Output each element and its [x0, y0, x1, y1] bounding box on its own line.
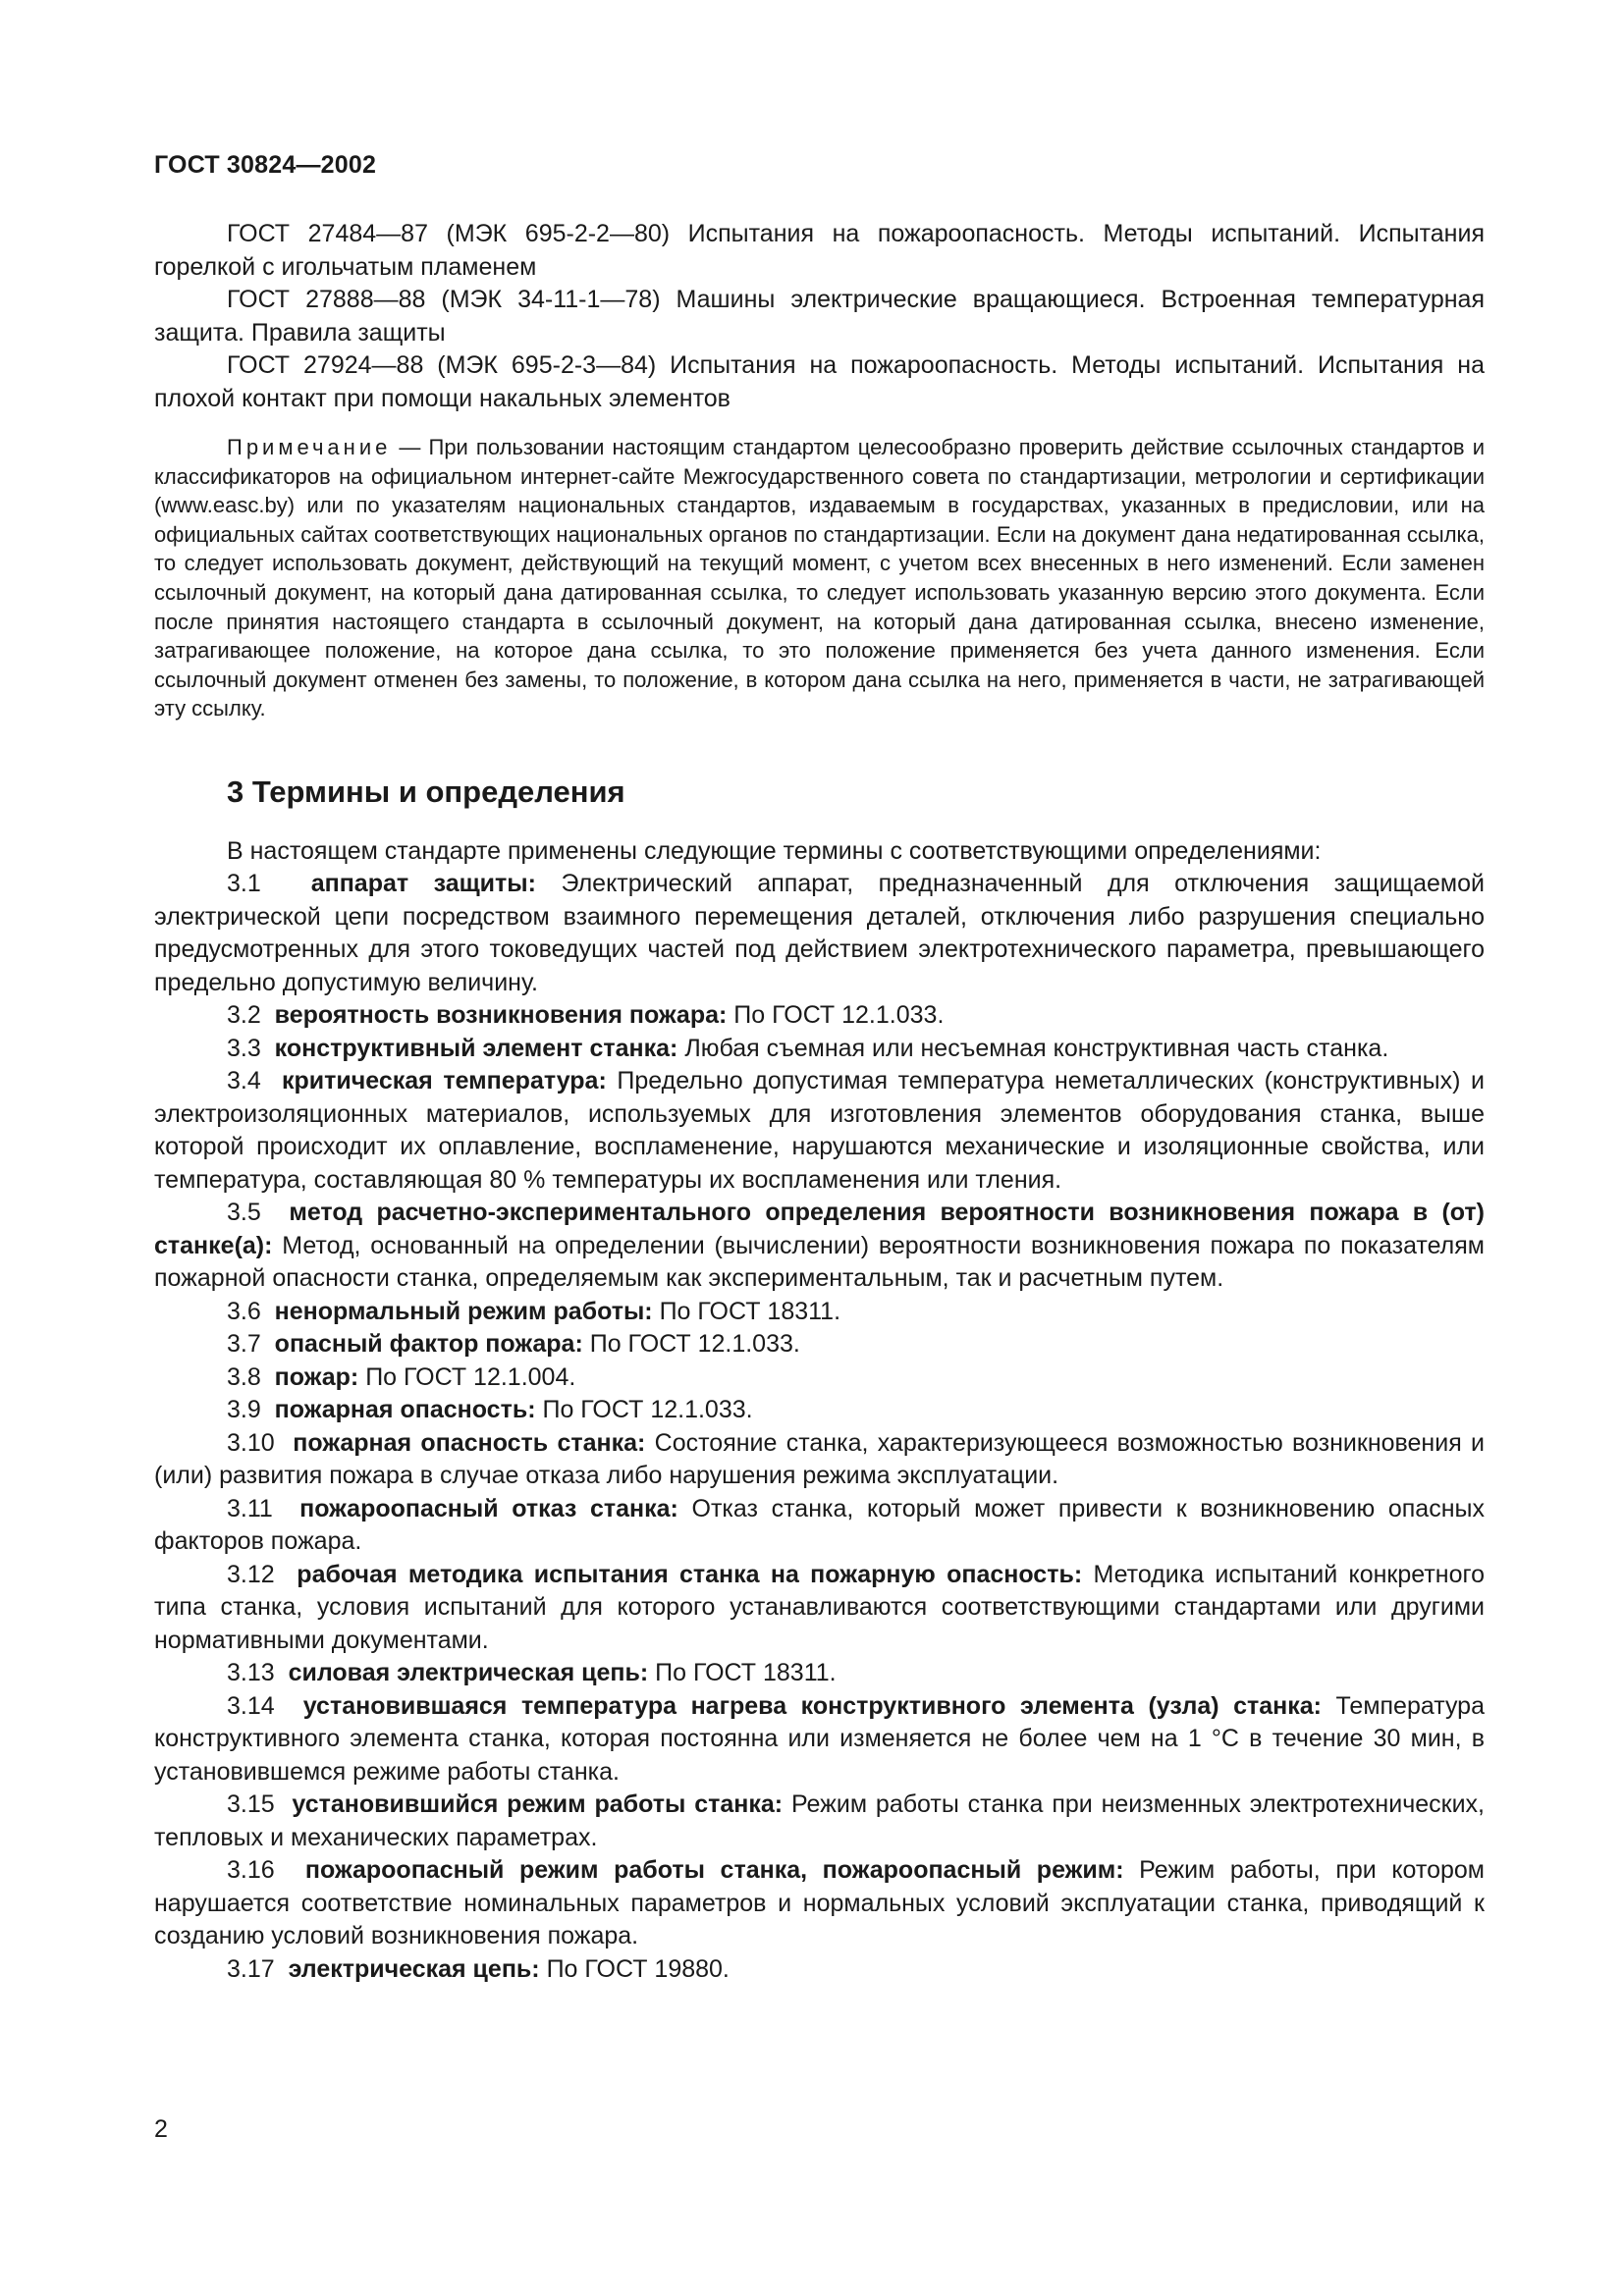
term-number: 3.1 — [227, 870, 261, 898]
term-name: установившаяся температура нагрева конструктивного элемента (узла) станка: — [302, 1691, 1323, 1720]
term-definition — [154, 1657, 1485, 1690]
section-intro: В настоящем стандарте применены следующие термины с соответствующими определениями: — [227, 836, 1322, 865]
term-text: Электрический аппарат, предназначенный для отключения защищаемой электрической цепи посредством взаимного перемещения деталей, отключения либо разрушения специально предусмотренных для этого токоведущих частей под действием электротехнического параметра, превышающего предельно допустимую величину. — [154, 870, 1485, 996]
term-number: 3.10 — [227, 1428, 275, 1457]
term-definition — [154, 1033, 1485, 1066]
term-text: По ГОСТ 12.1.033. — [582, 1330, 800, 1359]
term-number: 3.12 — [227, 1560, 275, 1588]
term-definition — [154, 1854, 1485, 1953]
term-name: метод расчетно-экспериментального определения вероятности возникновения пожара в (от) станке(а): — [154, 1199, 1485, 1259]
note-paragraph — [154, 433, 1485, 723]
term-name: ненормальный режим работы: — [274, 1297, 653, 1325]
term-name: установившийся режим работы станка: — [292, 1790, 784, 1819]
term-name: пожарная опасность: — [274, 1396, 536, 1424]
term-text: Состояние станка, характеризующееся возможностью возникновения и (или) развития пожара в случае отказа либо нарушения режима эксплуатации. — [154, 1428, 1486, 1490]
term-definition — [154, 1394, 1485, 1427]
term-text: Метод, основанный на определении (вычислении) вероятности возникновения пожара по показателям пожарной опасности станка, определяемым как экспериментальным, так и расчетным путем. — [154, 1231, 1485, 1293]
term-number: 3.13 — [227, 1659, 275, 1687]
term-name: пожароопасный режим работы станка, пожароопасный режим: — [304, 1856, 1124, 1885]
term-number: 3.7 — [227, 1330, 261, 1359]
term-text: По ГОСТ 12.1.004. — [358, 1362, 576, 1391]
term-name: конструктивный элемент станка: — [274, 1034, 678, 1062]
term-definition — [154, 1065, 1485, 1197]
term-name: рабочая методика испытания станка на пожарную опасность: — [297, 1560, 1083, 1588]
term-name: пожарная опасность станка: — [293, 1428, 646, 1457]
term-name: электрическая цепь: — [288, 1954, 540, 1983]
term-text: Режим работы, при котором нарушается соответствие номинальных параметров и нормальных условий эксплуатации станка, приводящий к созданию условий возникновения пожара. — [154, 1856, 1485, 1950]
term-text: Предельно допустимая температура неметаллических (конструктивных) и электроизоляционных материалов, используемых для изготовления элементов оборудования станка, выше которой происходит их оплавление, воспламенение, нарушаются механические и изоляционные свойства, или температура, составляющая 80 % температуры их воспламенения или тления. — [154, 1067, 1485, 1194]
note-label: Примечание — [227, 435, 392, 459]
term-number: 3.14 — [227, 1691, 275, 1720]
term-text: По ГОСТ 19880. — [539, 1954, 730, 1983]
term-definition — [154, 1296, 1485, 1329]
term-definition — [154, 1328, 1485, 1362]
term-text: Любая съемная или несъемная конструктивная часть станка. — [677, 1034, 1389, 1062]
term-number: 3.5 — [227, 1199, 261, 1227]
term-number: 3.11 — [227, 1494, 273, 1522]
term-text: По ГОСТ 18311. — [648, 1659, 837, 1687]
terms-list — [154, 868, 1485, 1986]
term-number: 3.16 — [227, 1856, 275, 1885]
page-content — [154, 218, 1485, 1986]
term-number: 3.9 — [227, 1396, 261, 1424]
term-definition — [154, 1493, 1485, 1559]
term-definition — [154, 868, 1485, 999]
references-list — [154, 218, 1485, 415]
term-text: Методика испытаний конкретного типа станка, условия испытаний для которого устанавливаются соответствующими стандартами или другими нормативными документами. — [154, 1560, 1485, 1654]
term-text: По ГОСТ 12.1.033. — [535, 1396, 753, 1424]
page-number: 2 — [154, 2115, 168, 2143]
term-definition — [154, 1559, 1485, 1658]
term-definition — [154, 1953, 1485, 1987]
term-number: 3.15 — [227, 1790, 275, 1819]
term-definition — [154, 999, 1485, 1033]
term-name: пожароопасный отказ станка: — [299, 1494, 678, 1522]
term-text: Отказ станка, который может привести к возникновению опасных факторов пожара. — [154, 1494, 1485, 1556]
term-number: 3.17 — [227, 1954, 275, 1983]
reference-item: ГОСТ 27924—88 (МЭК 695-2-3—84) Испытания на пожароопасность. Методы испытаний. Испытания на плохой контакт при помощи накальных элементов — [154, 351, 1485, 412]
term-number: 3.4 — [227, 1067, 261, 1095]
reference-item: ГОСТ 27484—87 (МЭК 695-2-2—80) Испытания на пожароопасность. Методы испытаний. Испытания горелкой с игольчатым пламенем — [154, 220, 1485, 281]
term-definition — [154, 1690, 1485, 1789]
note-text: — При пользовании настоящим стандартом целесообразно проверить действие ссылочных стандартов и классификаторов на официальном интернет-сайте Межгосударственного совета по стандартизации, метрологии и сертификации (www.easc.by) или по указателям национальных стандартов, издаваемым в государствах, указанных в предисловии, или на официальных сайтах соответствующих национальных органов по стандартизации. Если на документ дана недатированная ссылка, то следует использовать документ, действующий на текущий момент, с учетом всех внесенных в него изменений. Если заменен ссылочный документ, на который дана датированная ссылка, то следует использовать указанную версию этого документа. Если после принятия настоящего стандарта в ссылочный документ, на который дана датированная ссылка, внесено изменение, затрагивающее положение, на которое дана ссылка, то это положение применяется без учета данного изменения. Если ссылочный документ отменен без замены, то положение, в котором дана ссылка на него, применяется в части, не затрагивающей эту ссылку. — [154, 435, 1485, 721]
term-definition — [154, 1197, 1485, 1296]
term-definition — [154, 1362, 1485, 1395]
term-number: 3.6 — [227, 1297, 261, 1325]
term-name: силовая электрическая цепь: — [288, 1659, 649, 1687]
term-name: критическая температура: — [281, 1067, 607, 1095]
reference-item: ГОСТ 27888—88 (МЭК 34-11-1—78) Машины электрические вращающиеся. Встроенная температурная защита. Правила защиты — [154, 286, 1485, 347]
term-text: Температура конструктивного элемента станка, которая постоянна или изменяется не более чем на 1 °С в течение 30 мин, в установившемся режиме работы станка. — [154, 1691, 1485, 1786]
section-title: 3 Термины и определения — [227, 774, 625, 809]
document-code-header: ГОСТ 30824—2002 — [154, 151, 377, 179]
term-name: аппарат защиты: — [310, 870, 536, 898]
term-number: 3.2 — [227, 1001, 261, 1030]
term-name: вероятность возникновения пожара: — [274, 1001, 728, 1030]
term-name: опасный фактор пожара: — [274, 1330, 583, 1359]
term-number: 3.8 — [227, 1362, 261, 1391]
term-text: По ГОСТ 18311. — [652, 1297, 841, 1325]
term-text: Режим работы станка при неизменных электротехнических, тепловых и механических параметрах. — [154, 1790, 1485, 1851]
term-text: По ГОСТ 12.1.033. — [727, 1001, 945, 1030]
term-name: пожар: — [274, 1362, 359, 1391]
term-definition — [154, 1427, 1485, 1493]
term-number: 3.3 — [227, 1034, 261, 1062]
term-definition — [154, 1789, 1485, 1854]
